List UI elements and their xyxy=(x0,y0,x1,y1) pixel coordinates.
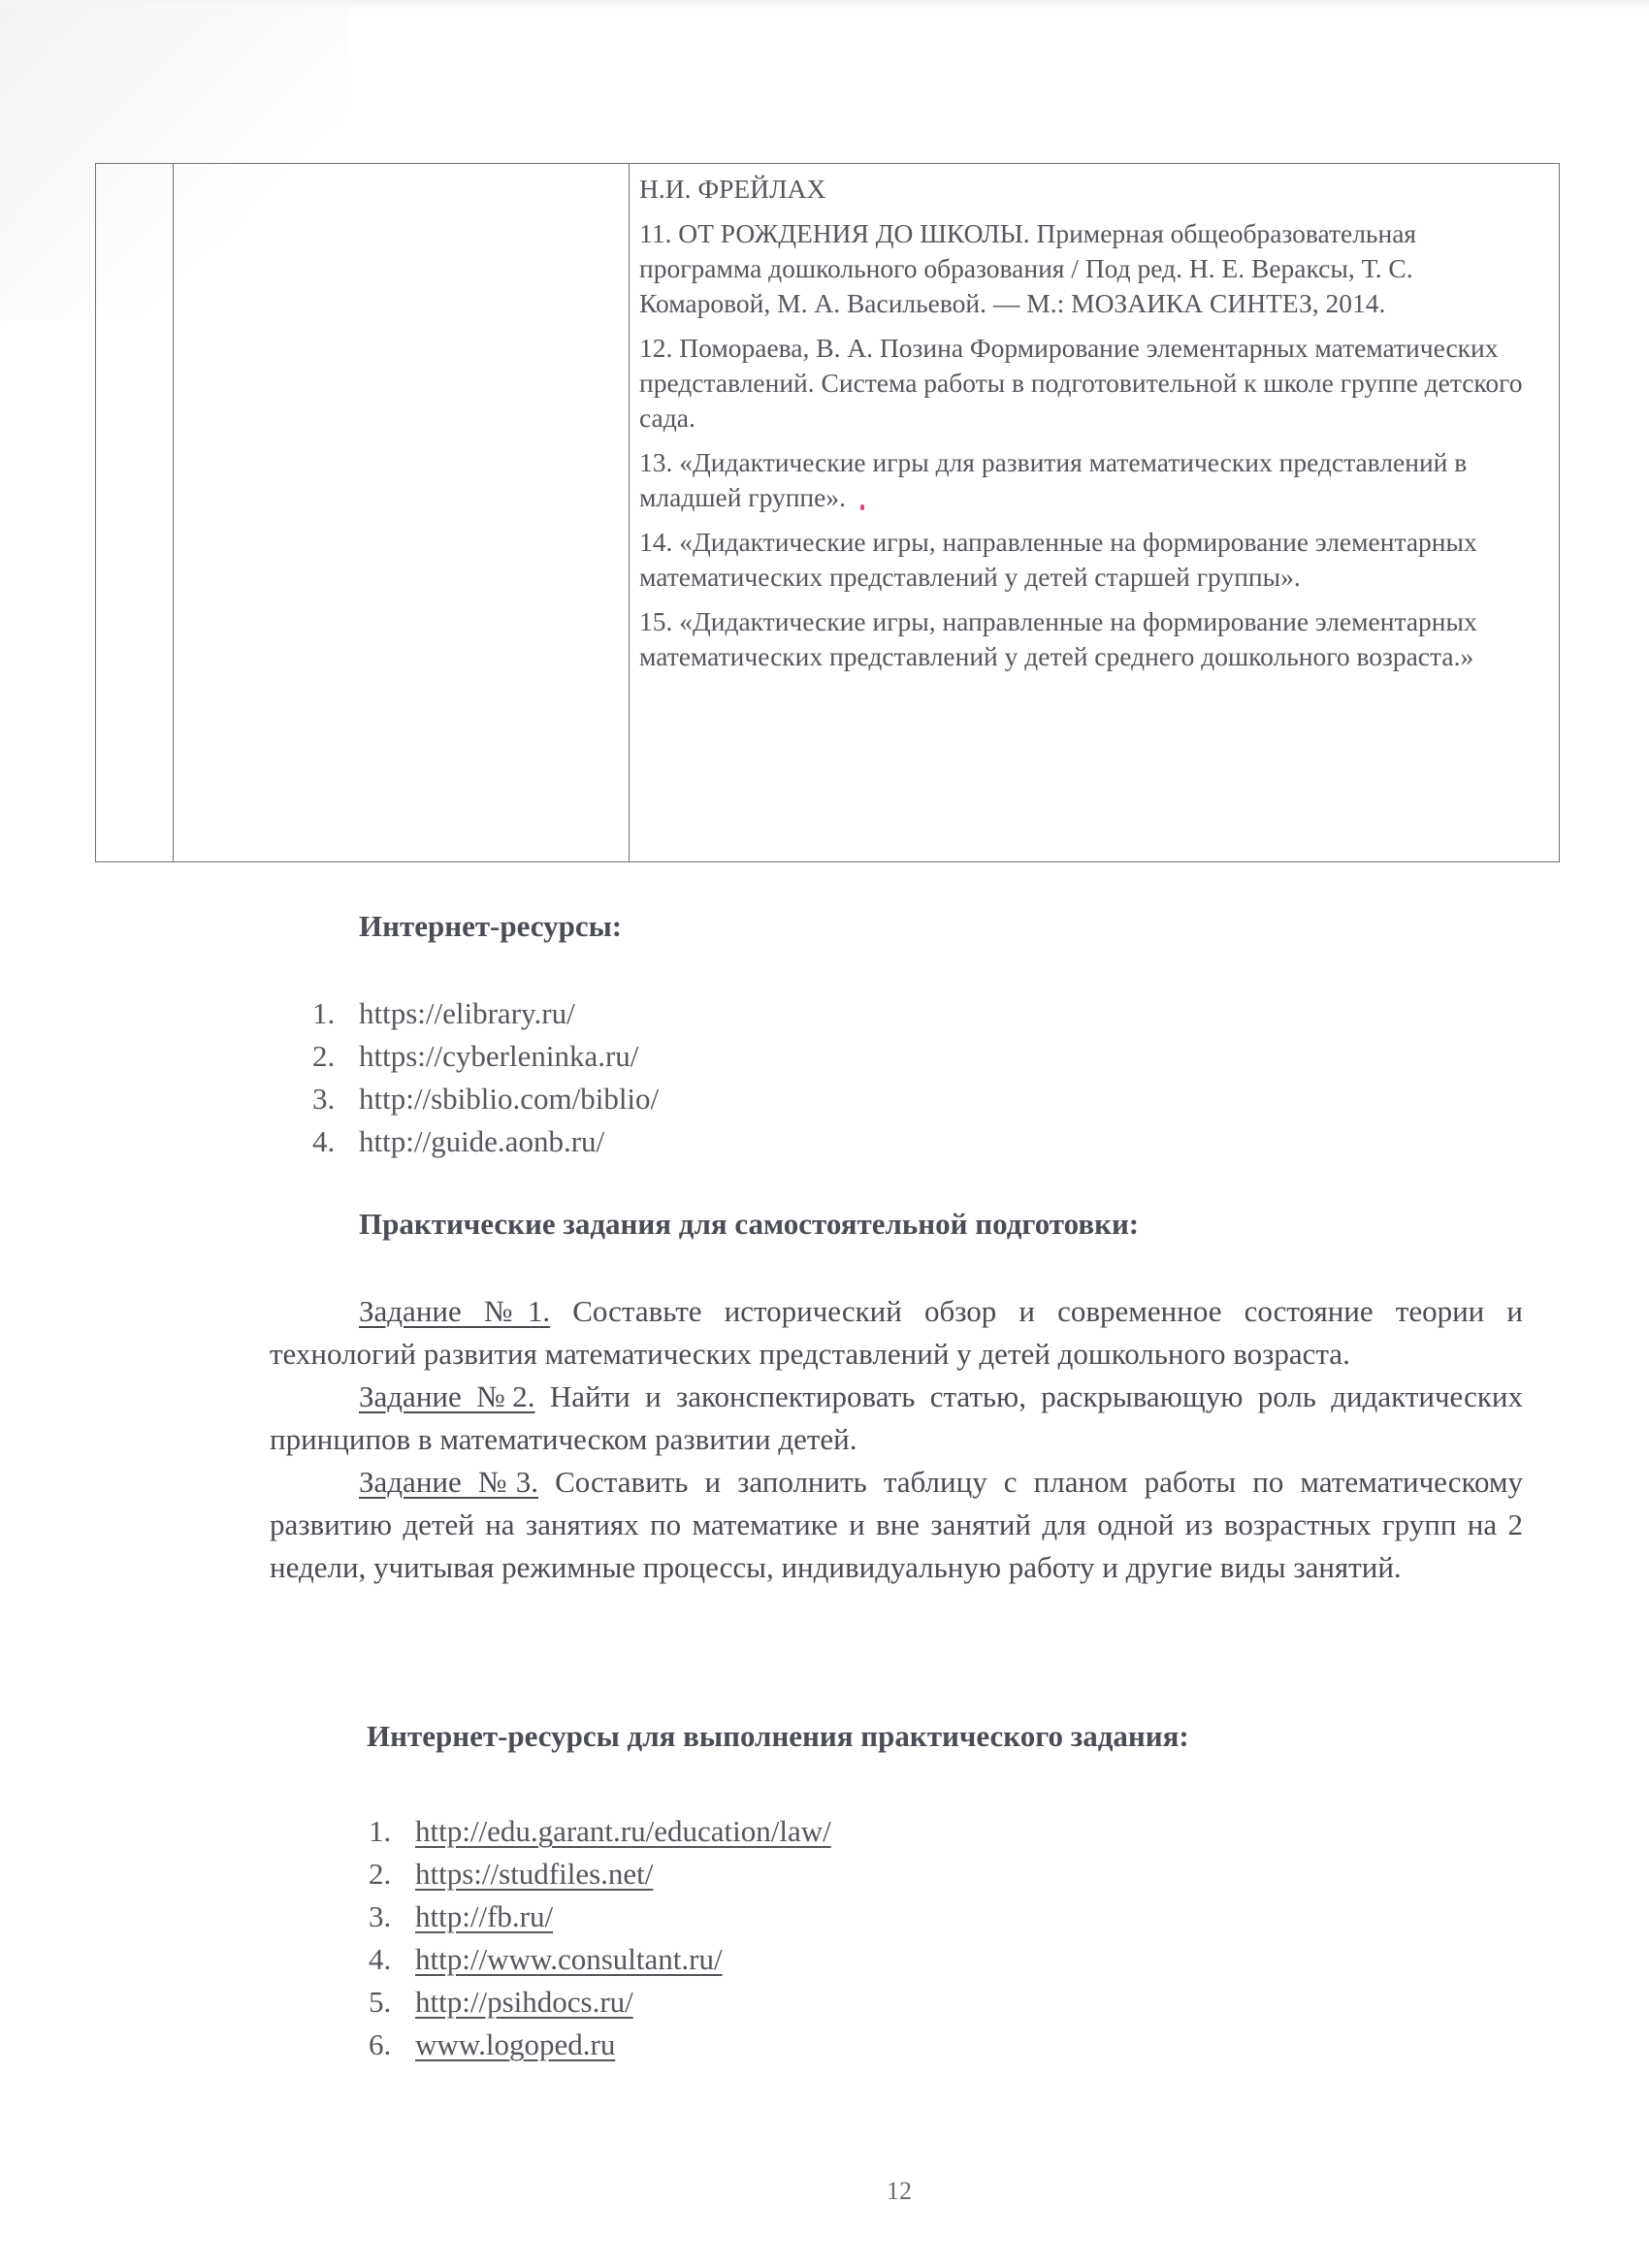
task-text: Составьте исторический обзор и современное состояние теории и технологий развития математических представлений у детей дошкольного возраста. xyxy=(270,1294,1523,1371)
task-label: Задание №2. xyxy=(359,1379,535,1413)
resource-link[interactable]: www.logoped.ru xyxy=(415,2027,616,2061)
task-text: Составить и заполнить таблицу с планом работы по математическому развитию детей на занятиях по математике и вне занятий для одной из возрастных групп на 2 недели, учитывая режимные процессы, индивидуальную работу и другие виды занятий. xyxy=(270,1465,1523,1584)
resource-link[interactable]: http://fb.ru/ xyxy=(415,1899,554,1933)
resource-link[interactable]: https://studfiles.net/ xyxy=(415,1857,654,1891)
resource-link[interactable]: http://sbiblio.com/biblio/ xyxy=(359,1082,660,1116)
list-item[interactable]: 3. http://fb.ru/ xyxy=(369,1899,554,1933)
reference-item: 14. «Дидактические игры, направленные на формирование элементарных математических представлений у детей старшей группы». xyxy=(639,527,1477,592)
reference-item: 12. Помораева, В. А. Позина Формирование элементарных математических представлений. Система работы в подготовительной к школе группе детского сада. xyxy=(639,333,1523,433)
list-item[interactable]: 5. http://psihdocs.ru/ xyxy=(369,1985,633,2019)
page-number: 12 xyxy=(887,2177,912,2205)
internet-resources-heading: Интернет-ресурсы: xyxy=(359,909,623,943)
ink-mark xyxy=(860,504,864,510)
resource-link[interactable]: http://psihdocs.ru/ xyxy=(415,1985,633,2019)
resource-link[interactable]: http://guide.aonb.ru/ xyxy=(359,1124,605,1158)
scan-edge xyxy=(0,0,1649,10)
list-item[interactable]: 1. https://elibrary.ru/ xyxy=(312,996,575,1030)
resource-link[interactable]: https://cyberleninka.ru/ xyxy=(359,1039,639,1073)
reference-item: 11. ОТ РОЖДЕНИЯ ДО ШКОЛЫ. Примерная общеобразовательная программа дошкольного образования / Под ред. Н. Е. Вераксы, Т. С. Комаровой, М. А. Васильевой. — М.: МОЗАИКА СИНТЕЗ, 2014. xyxy=(639,218,1417,318)
list-item[interactable]: 4. http://guide.aonb.ru/ xyxy=(312,1124,605,1158)
list-item[interactable]: 2. https://studfiles.net/ xyxy=(369,1857,654,1891)
resource-link[interactable]: http://www.consultant.ru/ xyxy=(415,1942,723,1976)
resource-link[interactable]: https://elibrary.ru/ xyxy=(359,996,575,1030)
list-item[interactable]: 2. https://cyberleninka.ru/ xyxy=(312,1039,639,1073)
resource-link[interactable]: http://edu.garant.ru/education/law/ xyxy=(415,1814,831,1848)
reference-table xyxy=(95,163,1560,862)
list-item[interactable]: 1. http://edu.garant.ru/education/law/ xyxy=(369,1814,831,1848)
list-item[interactable]: 4. http://www.consultant.ru/ xyxy=(369,1942,723,1976)
practical-tasks xyxy=(270,1290,1523,1589)
practical-resources-list xyxy=(369,1810,831,2066)
internet-resources-list xyxy=(312,992,659,1163)
table-column-number xyxy=(96,164,174,861)
reference-item: 13. «Дидактические игры для развития математических представлений в младшей группе». xyxy=(639,447,1468,512)
table-column-literature xyxy=(639,164,1546,861)
reference-item: 15. «Дидактические игры, направленные на формирование элементарных математических представлений у детей среднего дошкольного возраста.» xyxy=(639,606,1477,671)
task-label: Задание №1. xyxy=(359,1294,551,1328)
list-item[interactable]: 6. www.logoped.ru xyxy=(369,2027,616,2061)
task-paragraph xyxy=(270,1376,1523,1461)
task-paragraph xyxy=(270,1290,1523,1376)
task-label: Задание №3. xyxy=(359,1465,539,1499)
task-text: Найти и законспектировать статью, раскрывающую роль дидактических принципов в математическом развитии детей. xyxy=(270,1379,1523,1456)
practical-resources-heading: Интернет-ресурсы для выполнения практического задания: xyxy=(367,1719,1189,1753)
list-item[interactable]: 3. http://sbiblio.com/biblio/ xyxy=(312,1082,660,1116)
reference-item: Н.И. ФРЕЙЛАХ xyxy=(639,174,826,204)
table-column-title xyxy=(174,164,630,861)
task-paragraph xyxy=(270,1461,1523,1589)
practical-tasks-heading: Практические задания для самостоятельной подготовки: xyxy=(359,1207,1140,1241)
